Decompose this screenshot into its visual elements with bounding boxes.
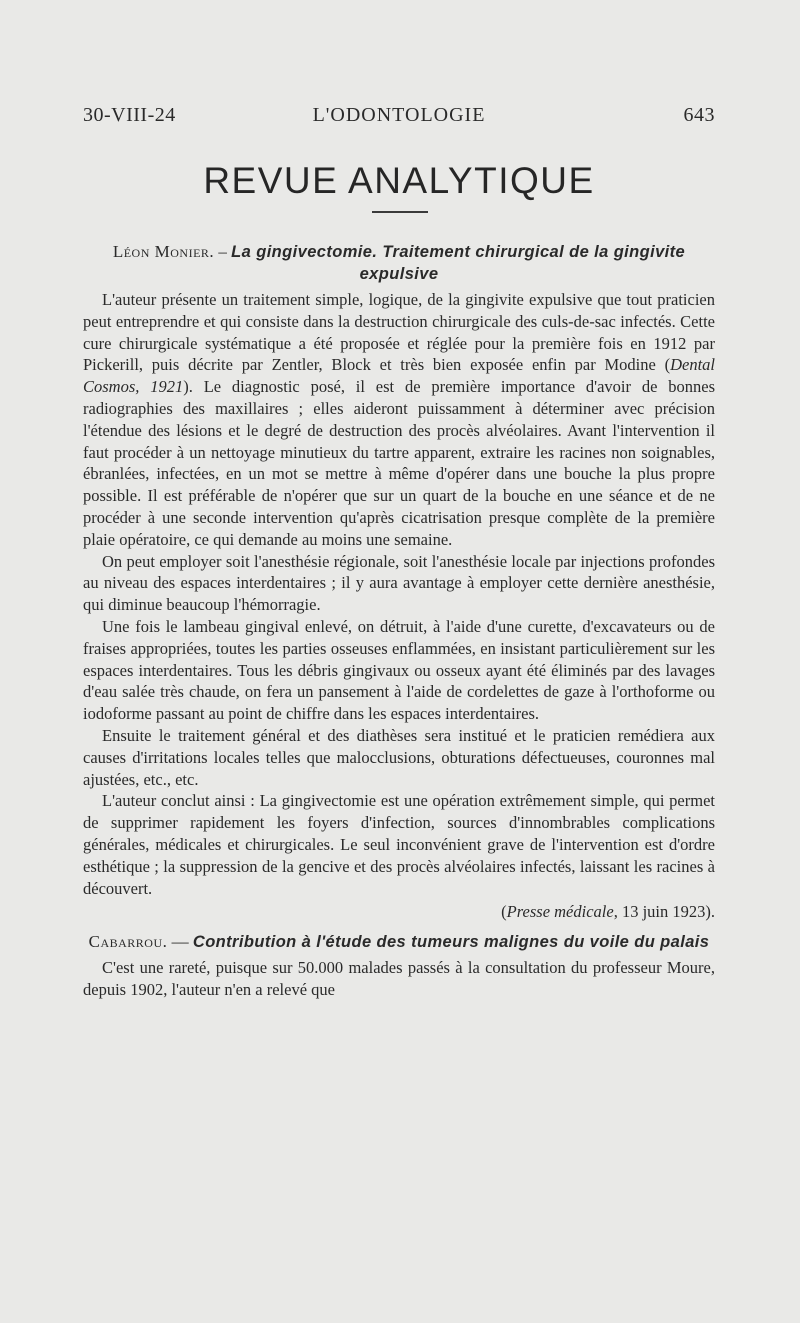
source-bracket: ( [501, 902, 507, 922]
article-2-paragraph-1: C'est une rareté, puisque sur 50.000 malades passés à la consultation du professeur Moure, depuis 1902, l'auteur n'en a relevé que [83, 958, 715, 999]
issue-date: 30-VIII-24 [83, 104, 176, 126]
article-1-paragraph-2: On peut employer soit l'anesthésie régionale, soit l'anesthésie locale par injections profondes au niveau des espaces interdentaires ; il y aura avantage à employer cette dernière anesthésie, qui diminue beaucoup l'hémorragie. [83, 551, 715, 615]
article-2-author: Cabarrou. [88, 932, 168, 952]
source-date: , 13 juin 1923). [613, 902, 715, 922]
article-1-heading [83, 241, 715, 285]
citation-journal: Dental Cosmos, 1921 [83, 355, 715, 397]
running-head [83, 104, 715, 132]
paragraph-text: L'auteur présente un traitement simple, logique, de la gingivite expulsive que tout praticien peut entreprendre et qui consiste dans la destruction chirurgicale des culs-de-sac infectés. Cette cure chirurgicale systématique a été proposée et réglée pour la première fois en 1912 par Pickerill, puis décrite par Zentler, Block et très bien exposée enfin par Modine ( [83, 290, 715, 375]
page-number: 643 [683, 104, 715, 126]
article-1-author: Léon Monier. [112, 242, 215, 261]
section-title: REVUE ANALYTIQUE [203, 160, 595, 201]
article-1-paragraph-3: Une fois le lambeau gingival enlevé, on détruit, à l'aide d'une curette, d'excavateurs ou de fraises appropriées, toutes les parties osseuses enflammées, en insistant particulièrement sur les espaces interdentaires. Tous les débris gingivaux ou osseux ayant été éliminés par des lavages d'eau salée très chaude, on fera un pansement à l'aide de cordelettes de gaze à l'orthoforme ou iodoforme passant au point de chiffre dans les espaces interdentaires. [83, 616, 715, 724]
article-1-dash: – [214, 242, 232, 261]
paragraph-text: ). Le diagnostic posé, il est de première importance d'avoir de bonnes radiographies des maxillaires ; elles aideront puissamment à déterminer avec précision l'étendue des lésions et le degré de destruction des procès alvéolaires. Avant l'intervention il faut procéder à un nettoyage minutieux du tartre apparent, extraire les racines non soignables, ébranlées, infectées, en un mot se mettre à même d'opérer dans une bouche la plus propre possible. Il est préférable de n'opérer que sur un quart de la bouche en une séance et de ne procéder à une seconde intervention qu'après cicatrisation presque complète de la première plaie opératoire, ce qui demande au moins une semaine. [83, 377, 716, 549]
source-journal: Presse médicale [506, 902, 614, 922]
article-1-title: La gingivectomie. Traitement chirurgical de la gingivite expulsive [231, 243, 686, 283]
article-2-heading [83, 931, 715, 953]
title-divider [372, 211, 428, 213]
article-1-paragraph-5: L'auteur conclut ainsi : La gingivectomie est une opération extrêmement simple, qui permet de supprimer rapidement les foyers d'infection, sources d'innombrables complications générales, médicales et chirurgicales. Le seul inconvénient grave de l'intervention est d'ordre esthétique ; la suppression de la gencive et des procès alvéolaires infectés, laissant les racines à découvert. [83, 791, 715, 898]
article-1-paragraph-4: Ensuite le traitement général et des diathèses sera institué et le praticien remédiera aux causes d'irritations locales telles que malocclusions, obturations défectueuses, couronnes mal ajustées, etc., etc. [83, 725, 715, 789]
article-body [83, 241, 715, 1001]
article-1-paragraph-1 [83, 289, 715, 551]
journal-title: L'ODONTOLOGIE [312, 104, 486, 126]
article-2-dash: — [167, 932, 193, 952]
article-2-title: Contribution à l'étude des tumeurs malignes du voile du palais [192, 933, 710, 952]
article-1-source [83, 901, 715, 923]
